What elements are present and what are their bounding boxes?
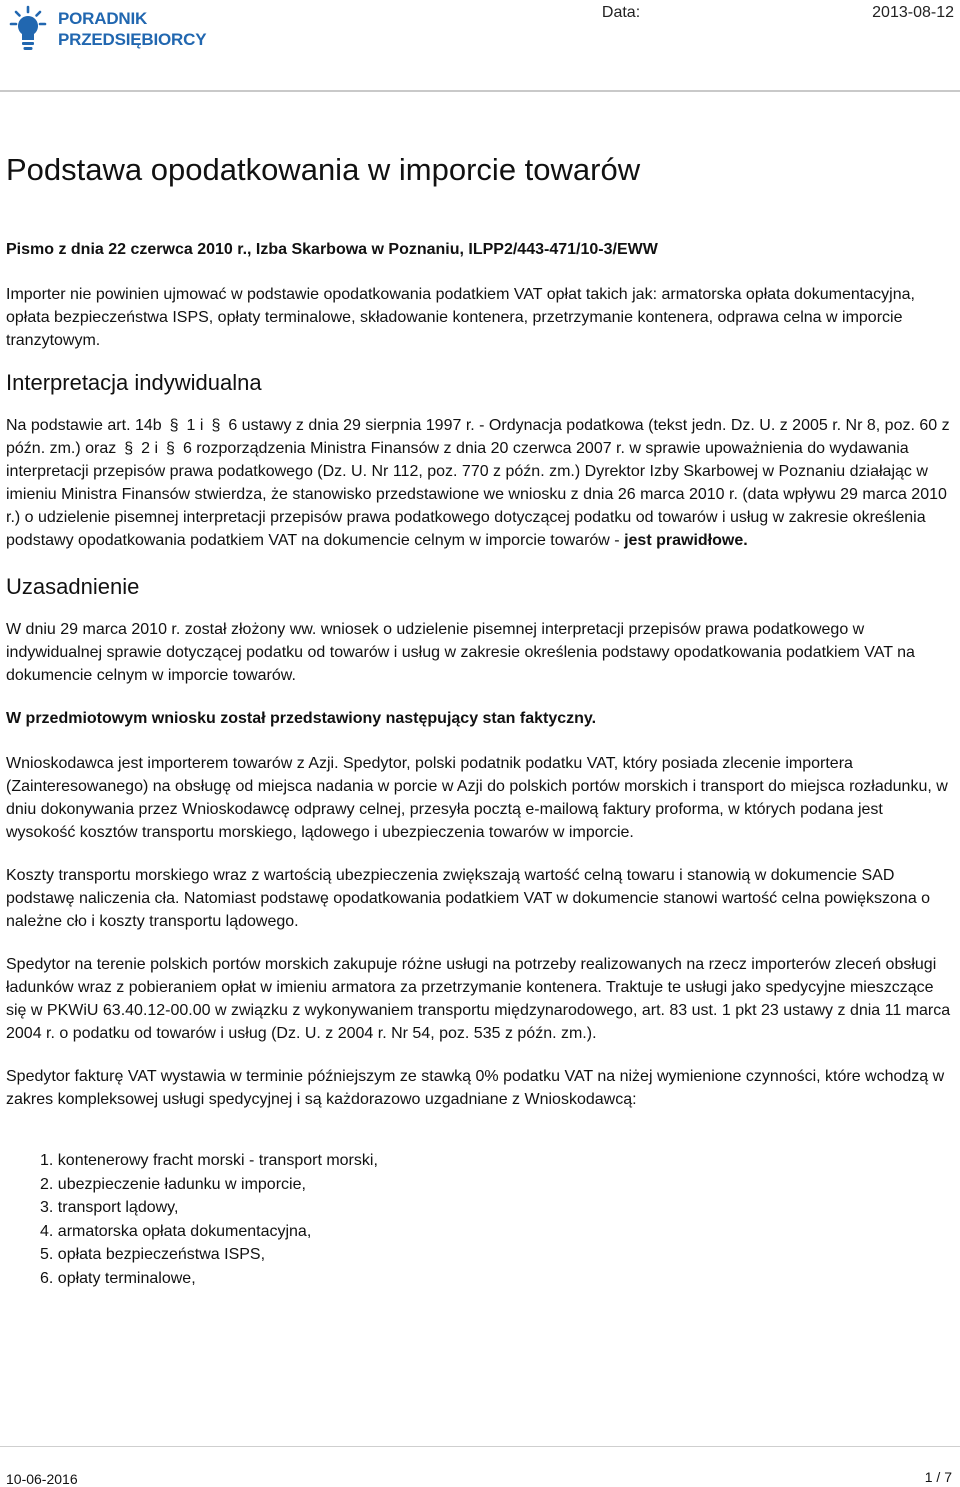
justification-paragraph-2: Wnioskodawca jest importerem towarów z Azji. Spedytor, polski podatnik podatku VAT, który posiada zlecenie importera (Zainteresowanego) na obsługę od miejsca nadania w porcie w Azji do polskich portów morskich i transport do miejsca rozładunku, w dniu dokonywania przez Wnioskodawcę odprawy celnej, przesyła pocztą e-mailową faktury proforma, w których podana jest wysokość kosztów transportu morskiego, lądowego i ubezpieczenia towarów w imporcie.: [6, 755, 948, 841]
text-run: 1 i: [182, 417, 208, 434]
date-value: 2013-08-12: [872, 4, 954, 21]
logo-line-2: PRZEDSIĘBIORCY: [58, 30, 207, 49]
page-header: [0, 0, 960, 92]
section-sign[interactable]: §: [169, 417, 179, 434]
section-heading-justification: Uzasadnienie: [6, 574, 140, 599]
header-date: [602, 4, 954, 22]
justification-paragraph-3: Koszty transportu morskiego wraz z wartością ubezpieczenia zwiększają wartość celną towaru i stanowią w dokumencie SAD podstawę naliczenia cła. Natomiast podstawę opodatkowania podatkiem VAT w dokumencie stanowi wartość celna powiększona o należne cło i koszty transportu lądowego.: [6, 867, 931, 930]
page-footer: [0, 1446, 960, 1487]
services-list: [40, 1149, 956, 1290]
section-heading-interpretation: Interpretacja indywidualna: [6, 370, 262, 395]
list-item: 3. transport lądowy,: [40, 1199, 179, 1216]
text-run: 6 ustawy z dnia 29 sierpnia 1997 r. - Ordynacja podatkowa (tekst jedn. Dz. U. z 2005 r. Nr 8, poz. 60 z późn. zm.) oraz: [6, 417, 950, 457]
list-item: 2. ubezpieczenie ładunku w imporcie,: [40, 1175, 306, 1193]
section-sign[interactable]: §: [166, 440, 175, 457]
justification-paragraph-4: Spedytor na terenie polskich portów morskich zakupuje różne usługi na potrzeby realizowanych na rzecz importerów zleceń obsługi ładunków wraz z pobieraniem opłat w imieniu armatora za przetrzymanie kontenera. Traktuje te usługi jako spedycyjne mieszczące się w PKWiU 63.40.12-00.00 w związku z wykonywaniem transportu międzynarodowego, art. 83 ust. 1 pkt 23 ustawy z dnia 11 marca 2004 r. o podatku od towarów i usług (Dz. U. z 2004 r. Nr 54, poz. 535 z późn. zm.).: [6, 956, 951, 1042]
verdict: jest prawidłowe.: [624, 532, 748, 549]
article: [6, 150, 956, 1290]
text-run: 6 rozporządzenia Ministra Finansów z dnia 20 czerwca 2007 r. w sprawie upoważnienia do wydawania interpretacji przepisów prawa podatkowego (Dz. U. Nr 112, poz. 770 z późn. zm.) Dyrektor Izby Skarbowej w Poznaniu działając w imieniu Ministra Finansów stwierdza, że stanowisko przedstawione we wniosku z dnia 26 marca 2010 r. (data wpływu 29 marca 2010 r.) o udzielenie pisemnej interpretacji przepisów prawa podatkowego dotyczącej podatku od towarów i usług w zakresie określenia podstawy opodatkowania podatkiem VAT na dokumencie celnym w imporcie towarów -: [6, 440, 947, 549]
justification-paragraph-5: Spedytor fakturę VAT wystawia w terminie późniejszym ze stawką 0% podatku VAT na niżej wymienione czynności, które wchodzą w zakres kompleksowej usługi spedycyjnej i są każdorazowo uzgadniane z Wnioskodawcą:: [6, 1068, 945, 1108]
footer-date: 10-06-2016: [6, 1471, 78, 1487]
page-title: Podstawa opodatkowania w imporcie towarów: [6, 152, 641, 187]
lead-paragraph: Importer nie powinien ujmować w podstawie opodatkowania podatkiem VAT opłat takich jak: armatorska opłata dokumentacyjna, opłata bezpieczeństwa ISPS, opłaty terminalowe, składowanie kontenera, przetrzymanie kontenera, odprawa celna w imporcie tranzytowym.: [6, 286, 915, 349]
logo[interactable]: [8, 4, 238, 54]
section-sign[interactable]: §: [124, 440, 134, 457]
text-run: Na podstawie art. 14b: [6, 417, 167, 434]
interpretation-paragraph: [6, 414, 956, 552]
list-item: 5. opłata bezpieczeństwa ISPS,: [40, 1246, 266, 1263]
logo-text: [58, 8, 206, 50]
facts-heading: W przedmiotowym wniosku został przedstawiony następujący stan faktyczny.: [6, 710, 597, 727]
list-item: 4. armatorska opłata dokumentacyjna,: [40, 1222, 312, 1240]
date-label: Data:: [601, 4, 641, 21]
logo-line-1: PORADNIK: [58, 9, 148, 28]
document-reference: Pismo z dnia 22 czerwca 2010 r., Izba Skarbowa w Poznaniu, ILPP2/443-471/10-3/EWW: [6, 241, 658, 258]
list-item: 6. opłaty terminalowe,: [40, 1269, 196, 1287]
list-item: 1. kontenerowy fracht morski - transport morski,: [40, 1152, 378, 1169]
lightbulb-icon: [8, 4, 56, 54]
section-sign[interactable]: §: [211, 417, 221, 434]
page-number: 1 / 7: [924, 1469, 952, 1485]
text-run: 2 i: [136, 440, 163, 457]
justification-paragraph-1: W dniu 29 marca 2010 r. został złożony ww. wniosek o udzielenie pisemnej interpretacji przepisów prawa podatkowego w indywidualnej sprawie dotyczącej podatku od towarów i usług w zakresie określenia podstawy opodatkowania podatkiem VAT na dokumencie celnym w imporcie towarów.: [6, 621, 915, 684]
